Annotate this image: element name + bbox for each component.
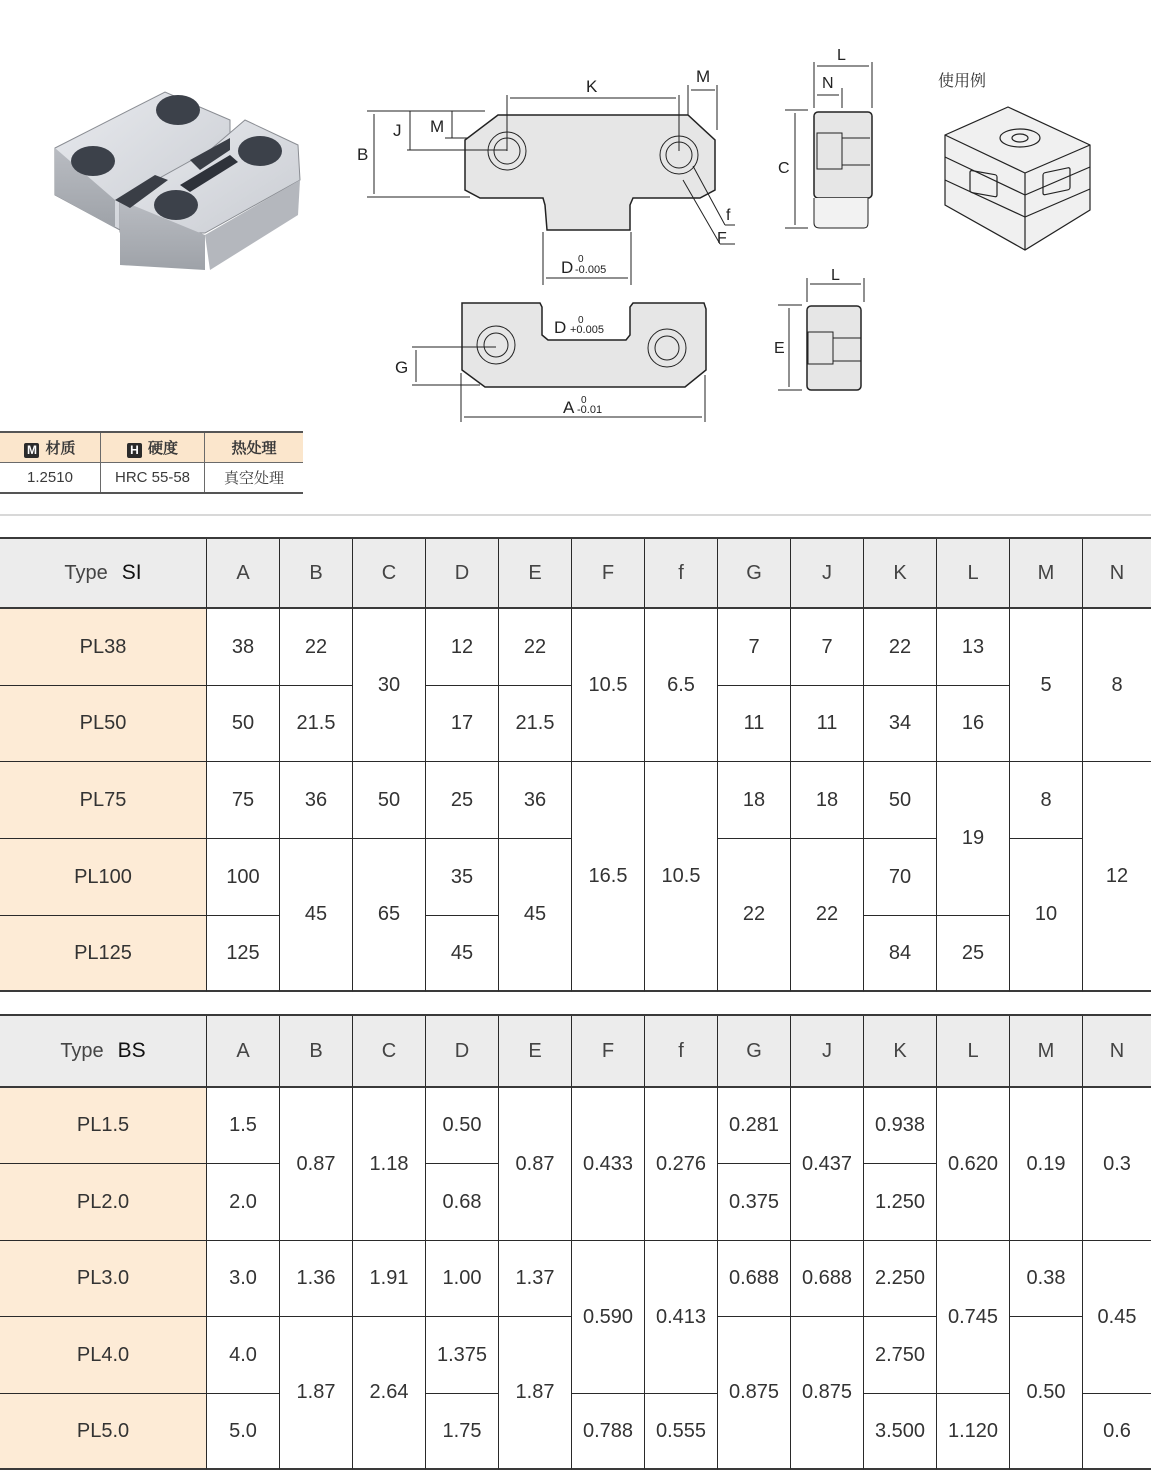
value-cell-F: 0.433 [572, 1088, 645, 1241]
value-cell-D: 12 [426, 609, 499, 686]
value-cell-M: 5 [1010, 609, 1083, 762]
column-header-N: N [1083, 539, 1151, 609]
value-cell-K: 3.500 [864, 1394, 937, 1470]
value-cell-J: 0.437 [791, 1088, 864, 1241]
value-cell-J: 7 [791, 609, 864, 686]
column-header-L: L [937, 539, 1010, 609]
column-header-F: F [572, 539, 645, 609]
value-cell-K: 2.250 [864, 1241, 937, 1317]
svg-text:A: A [563, 398, 575, 417]
column-header-K: K [864, 539, 937, 609]
svg-text:M: M [696, 67, 711, 86]
value-cell-L: 16 [937, 686, 1010, 762]
svg-text:C: C [778, 160, 790, 177]
value-cell-B: 1.87 [280, 1317, 353, 1470]
column-header-N: N [1083, 1016, 1151, 1088]
svg-text:N: N [822, 75, 834, 92]
hardness-badge-icon: H [127, 443, 142, 458]
value-cell-G: 0.875 [718, 1317, 791, 1470]
value-cell-C: 50 [353, 762, 426, 839]
model-cell: PL50 [0, 686, 207, 762]
column-header-M: M [1010, 1016, 1083, 1088]
material-badge-icon: M [24, 443, 39, 458]
svg-text:L: L [831, 267, 840, 284]
value-cell-L: 0.620 [937, 1088, 1010, 1241]
usage-example-illustration [940, 105, 1095, 260]
value-cell-K: 2.750 [864, 1317, 937, 1394]
column-header-B: B [280, 1016, 353, 1088]
value-cell-N: 0.3 [1083, 1088, 1151, 1241]
value-cell-C: 1.18 [353, 1088, 426, 1241]
column-header-L: L [937, 1016, 1010, 1088]
value-cell-M: 0.50 [1010, 1317, 1083, 1470]
value-cell-L: 19 [937, 762, 1010, 916]
model-cell: PL38 [0, 609, 207, 686]
column-header-G: G [718, 539, 791, 609]
column-header-f: f [645, 1016, 718, 1088]
value-cell-D: 1.00 [426, 1241, 499, 1317]
drawing-side-views [760, 40, 890, 400]
material-header: M 材质 [0, 432, 101, 463]
value-cell-K: 50 [864, 762, 937, 839]
value-cell-J: 0.688 [791, 1241, 864, 1317]
value-cell-C: 65 [353, 839, 426, 992]
value-cell-G: 18 [718, 762, 791, 839]
value-cell-G: 11 [718, 686, 791, 762]
value-cell-L: 25 [937, 916, 1010, 992]
value-cell-A: 50 [207, 686, 280, 762]
value-cell-G: 0.688 [718, 1241, 791, 1317]
model-cell: PL5.0 [0, 1394, 207, 1470]
type-label: Type [60, 1039, 104, 1062]
value-cell-f: 0.555 [645, 1394, 718, 1470]
product-photo [40, 80, 320, 280]
value-cell-E: 0.87 [499, 1088, 572, 1241]
section-divider [0, 514, 1151, 516]
svg-text:0: 0 [581, 395, 587, 406]
value-cell-L: 1.120 [937, 1394, 1010, 1470]
model-cell: PL4.0 [0, 1317, 207, 1394]
value-cell-D: 0.50 [426, 1088, 499, 1164]
value-cell-E: 1.87 [499, 1317, 572, 1470]
value-cell-J: 22 [791, 839, 864, 992]
value-cell-E: 21.5 [499, 686, 572, 762]
value-cell-A: 5.0 [207, 1394, 280, 1470]
value-cell-K: 1.250 [864, 1164, 937, 1241]
column-header-D: D [426, 1016, 499, 1088]
value-cell-A: 2.0 [207, 1164, 280, 1241]
type-header-cell [0, 539, 207, 609]
value-cell-B: 36 [280, 762, 353, 839]
value-cell-G: 0.375 [718, 1164, 791, 1241]
value-cell-D: 0.68 [426, 1164, 499, 1241]
model-cell: PL75 [0, 762, 207, 839]
svg-text:D: D [561, 258, 574, 277]
value-cell-A: 3.0 [207, 1241, 280, 1317]
svg-text:D: D [554, 318, 567, 337]
drawing-si-plan [355, 60, 745, 290]
value-cell-A: 4.0 [207, 1317, 280, 1394]
column-header-E: E [499, 539, 572, 609]
hardness-value: HRC 55-58 [101, 463, 205, 494]
value-cell-A: 38 [207, 609, 280, 686]
type-code: SI [121, 561, 142, 584]
column-header-A: A [207, 1016, 280, 1088]
column-header-J: J [791, 1016, 864, 1088]
heat-treatment-header: 热处理 [205, 432, 304, 463]
column-header-B: B [280, 539, 353, 609]
material-spec-table [0, 431, 303, 494]
value-cell-J: 0.875 [791, 1317, 864, 1470]
column-header-C: C [353, 539, 426, 609]
value-cell-K: 84 [864, 916, 937, 992]
value-cell-D: 1.375 [426, 1317, 499, 1394]
value-cell-L: 0.745 [937, 1241, 1010, 1394]
type-header-cell [0, 1016, 207, 1088]
value-cell-B: 22 [280, 609, 353, 686]
value-cell-B: 0.87 [280, 1088, 353, 1241]
value-cell-N: 8 [1083, 609, 1151, 762]
svg-text:F: F [717, 230, 727, 247]
svg-text:G: G [395, 358, 409, 377]
value-cell-L: 13 [937, 609, 1010, 686]
value-cell-J: 18 [791, 762, 864, 839]
value-cell-M: 0.19 [1010, 1088, 1083, 1241]
value-cell-D: 45 [426, 916, 499, 992]
svg-text:0: 0 [578, 315, 584, 326]
value-cell-D: 25 [426, 762, 499, 839]
column-header-K: K [864, 1016, 937, 1088]
value-cell-D: 35 [426, 839, 499, 916]
svg-text:+0.005: +0.005 [570, 324, 604, 336]
svg-text:-0.005: -0.005 [575, 264, 607, 276]
value-cell-B: 21.5 [280, 686, 353, 762]
value-cell-f: 10.5 [645, 762, 718, 992]
value-cell-B: 1.36 [280, 1241, 353, 1317]
value-cell-f: 0.413 [645, 1241, 718, 1394]
value-cell-N: 0.45 [1083, 1241, 1151, 1394]
value-cell-D: 1.75 [426, 1394, 499, 1470]
value-cell-M: 10 [1010, 839, 1083, 992]
column-header-M: M [1010, 539, 1083, 609]
column-header-A: A [207, 539, 280, 609]
value-cell-E: 1.37 [499, 1241, 572, 1317]
material-value: 1.2510 [0, 463, 101, 494]
column-header-f: f [645, 539, 718, 609]
column-header-G: G [718, 1016, 791, 1088]
model-cell: PL3.0 [0, 1241, 207, 1317]
svg-text:J: J [393, 121, 402, 140]
model-cell: PL2.0 [0, 1164, 207, 1241]
heat-treatment-value: 真空处理 [205, 463, 304, 494]
value-cell-f: 6.5 [645, 609, 718, 762]
value-cell-B: 45 [280, 839, 353, 992]
value-cell-J: 11 [791, 686, 864, 762]
type-code: BS [117, 1039, 146, 1062]
value-cell-K: 34 [864, 686, 937, 762]
model-cell: PL1.5 [0, 1088, 207, 1164]
value-cell-K: 22 [864, 609, 937, 686]
value-cell-K: 70 [864, 839, 937, 916]
svg-text:0: 0 [578, 254, 584, 265]
value-cell-M: 8 [1010, 762, 1083, 839]
dim-label-K: K [586, 77, 598, 96]
svg-text:M: M [430, 117, 445, 136]
column-header-C: C [353, 1016, 426, 1088]
column-header-F: F [572, 1016, 645, 1088]
svg-text:B: B [357, 145, 369, 164]
value-cell-G: 22 [718, 839, 791, 992]
svg-text:-0.01: -0.01 [577, 404, 603, 416]
value-cell-M: 0.38 [1010, 1241, 1083, 1317]
value-cell-C: 1.91 [353, 1241, 426, 1317]
value-cell-F: 0.590 [572, 1241, 645, 1394]
usage-example-label: 使用例 [938, 73, 987, 90]
value-cell-N: 12 [1083, 762, 1151, 992]
value-cell-E: 36 [499, 762, 572, 839]
value-cell-G: 7 [718, 609, 791, 686]
value-cell-A: 1.5 [207, 1088, 280, 1164]
hardness-header: H 硬度 [101, 432, 205, 463]
value-cell-f: 0.276 [645, 1088, 718, 1241]
value-cell-F: 0.788 [572, 1394, 645, 1470]
svg-text:E: E [774, 340, 785, 357]
value-cell-E: 22 [499, 609, 572, 686]
value-cell-G: 0.281 [718, 1088, 791, 1164]
value-cell-D: 17 [426, 686, 499, 762]
value-cell-E: 45 [499, 839, 572, 992]
value-cell-C: 30 [353, 609, 426, 762]
column-header-E: E [499, 1016, 572, 1088]
value-cell-A: 125 [207, 916, 280, 992]
model-cell: PL100 [0, 839, 207, 916]
value-cell-A: 100 [207, 839, 280, 916]
value-cell-K: 0.938 [864, 1088, 937, 1164]
column-header-D: D [426, 539, 499, 609]
value-cell-F: 10.5 [572, 609, 645, 762]
value-cell-A: 75 [207, 762, 280, 839]
model-cell: PL125 [0, 916, 207, 992]
value-cell-N: 0.6 [1083, 1394, 1151, 1470]
drawing-bs-plan [390, 295, 720, 430]
column-header-J: J [791, 539, 864, 609]
value-cell-F: 16.5 [572, 762, 645, 992]
value-cell-C: 2.64 [353, 1317, 426, 1470]
type-label: Type [64, 561, 108, 584]
svg-text:L: L [837, 47, 846, 64]
svg-text:f: f [726, 207, 731, 224]
